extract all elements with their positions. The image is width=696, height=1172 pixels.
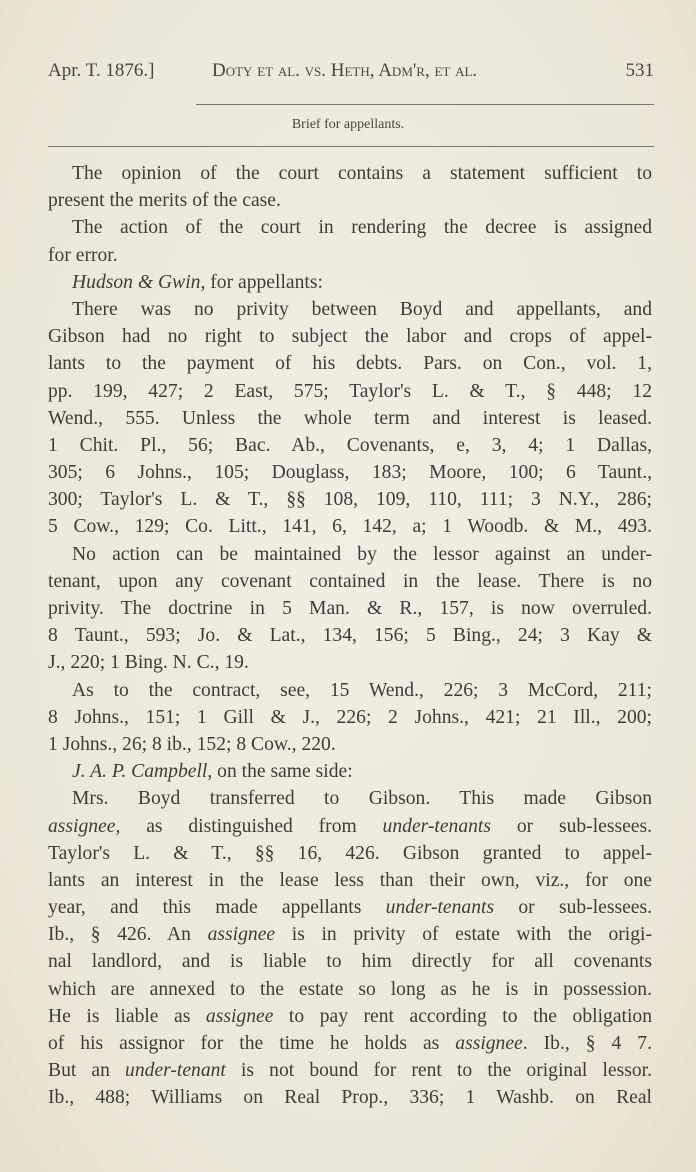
text-line: Wend., 555. Unless the whole term and interest is leased. — [48, 407, 652, 429]
text-line: Ib., § 426. An assignee is in privity of estate with the origi- — [48, 924, 652, 946]
text-line: The action of the court in rendering the decree is assigned — [72, 217, 652, 239]
text-line: pp. 199, 427; 2 East, 575; Taylor's L. & T., § 448; 12 — [48, 380, 652, 402]
text-line: of his assignor for the time he holds as assignee. Ib., § 4 7. — [48, 1033, 653, 1054]
text-line: As to the contract, see, 15 Wend., 226; 3 McCord, 211; — [72, 679, 652, 701]
text-line: J., 220; 1 Bing. N. C., 19. — [48, 652, 249, 674]
text-line: 8 Taunt., 593; Jo. & Lat., 134, 156; 5 Bing., 24; 3 Kay & — [48, 625, 652, 647]
text-line: Mrs. Boyd transferred to Gibson. This made Gibson — [72, 788, 652, 810]
text-line: which are annexed to the estate so long as he is in possession. — [48, 978, 652, 1000]
header-term: Apr. T. 1876.] — [48, 60, 155, 81]
text-line: He is liable as assignee to pay rent according to the obligation — [48, 1005, 652, 1027]
text-line: No action can be maintained by the lessor against an under- — [72, 543, 652, 565]
text-line: The opinion of the court contains a statement sufficient to — [72, 163, 652, 184]
text-line: nal landlord, and is liable to him directly for all covenants — [48, 951, 652, 973]
section-subheading: Brief for appellants. — [291, 117, 405, 132]
text-line: 8 Johns., 151; 1 Gill & J., 226; 2 Johns., 421; 21 Ill., 200; — [48, 706, 652, 728]
text-line: But an under-tenant is not bound for rent to the original lessor. — [48, 1060, 652, 1082]
page-number: 531 — [625, 60, 654, 81]
text-line: lants to the payment of his debts. Pars. on Con., vol. 1, — [48, 353, 652, 375]
body-text — [48, 160, 652, 1112]
text-line: present the merits of the case. — [48, 190, 281, 212]
text-line: There was no privity between Boyd and appellants, and — [72, 298, 652, 320]
text-line: Gibson had no right to subject the labor and crops of appel- — [48, 326, 652, 348]
text-line: 1 Chit. Pl., 56; Bac. Ab., Covenants, e, 3, 4; 1 Dallas, — [48, 434, 652, 456]
text-line: 305; 6 Johns., 105; Douglass, 183; Moore, 100; 6 Taunt., — [48, 462, 652, 484]
text-line: privity. The doctrine in 5 Man. & R., 157, is now overruled. — [48, 598, 652, 619]
subheading-rule — [48, 146, 654, 147]
text-line: tenant, upon any covenant contained in the lease. There is no — [48, 570, 652, 592]
text-line: Hudson & Gwin, for appellants: — [72, 271, 323, 293]
text-line: assignee, as distinguished from under-tenants or sub-lessees. — [48, 815, 652, 837]
text-line: J. A. P. Campbell, on the same side: — [72, 761, 353, 783]
text-line: lants an interest in the lease less than their own, viz., for one — [48, 869, 652, 891]
text-line: 1 Johns., 26; 8 ib., 152; 8 Cow., 220. — [48, 733, 336, 755]
text-line: for error. — [48, 244, 118, 266]
header-case-title: Doty et al. vs. Heth, Adm'r, et al. — [212, 60, 478, 81]
text-line: 300; Taylor's L. & T., §§ 108, 109, 110, 111; 3 N.Y., 286; — [48, 489, 652, 511]
text-line: 5 Cow., 129; Co. Litt., 141, 6, 142, a; 1 Woodb. & M., 493. — [48, 516, 652, 538]
text-line: year, and this made appellants under-tenants or sub-lessees. — [48, 897, 653, 919]
text-line: Taylor's L. & T., §§ 16, 426. Gibson granted to appel- — [48, 842, 652, 864]
header-rule — [196, 104, 654, 105]
running-header — [48, 60, 654, 86]
text-line: Ib., 488; Williams on Real Prop., 336; 1 Washb. on Real — [48, 1087, 652, 1109]
